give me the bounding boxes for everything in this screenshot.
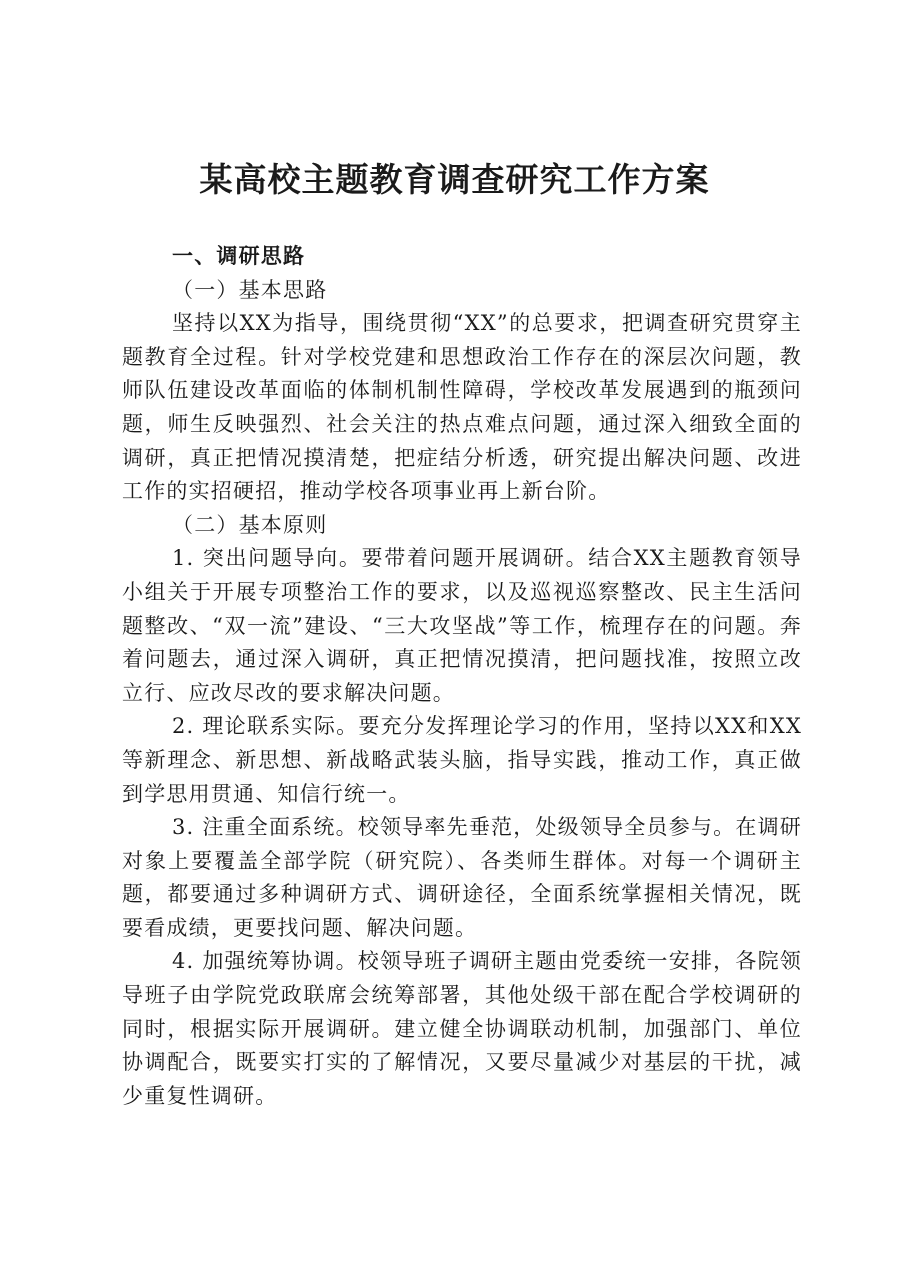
subsection-heading-basic-principles: （二）基本原则 [172, 512, 328, 537]
document-title: 某高校主题教育调查研究工作方案 [199, 160, 710, 199]
document-body [122, 240, 802, 1113]
section-heading-research-approach: 一、调研思路 [172, 244, 306, 268]
principle-problem-oriented: 1. 突出问题导向。要带着问题开展调研。结合XX主题教育领导小组关于开展专项整治工作的要求，以及巡视巡察整改、民主生活问题整改、“双一流”建设、“三大攻坚战”等工作，梳理存在的问题。奔着问题去，通过深入调研，真正把情况摸清，把问题找准，按照立改立行、应改尽改的要求解决问题。 [122, 546, 802, 705]
principle-comprehensive-systematic: 3. 注重全面系统。校领导率先垂范，处级领导全员参与。在调研对象上要覆盖全部学院（研究院）、各类师生群体。对每一个调研主题，都要通过多种调研方式、调研途径，全面系统掌握相关情况，既要看成绩，更要找问题、解决问题。 [122, 815, 802, 940]
principle-theory-practice: 2. 理论联系实际。要充分发挥理论学习的作用，坚持以XX和XX等新理念、新思想、新战略武装头脑，指导实践，推动工作，真正做到学思用贯通、知信行统一。 [122, 714, 802, 806]
principle-coordination: 4. 加强统筹协调。校领导班子调研主题由党委统一安排，各院领导班子由学院党政联席会统筹部署，其他处级干部在配合学校调研的同时，根据实际开展调研。建立健全协调联动机制，加强部门、单位协调配合，既要实打实的了解情况，又要尽量减少对基层的干扰，减少重复性调研。 [122, 949, 802, 1108]
paragraph-basic-idea: 坚持以XX为指导，围绕贯彻“XX”的总要求，把调查研究贯穿主题教育全过程。针对学校党建和思想政治工作存在的深层次问题，教师队伍建设改革面临的体制机制性障碍，学校改革发展遇到的瓶颈问题，师生反映强烈、社会关注的热点难点问题，通过深入细致全面的调研，真正把情况摸清楚，把症结分析透，研究提出解决问题、改进工作的实招硬招，推动学校各项事业再上新台阶。 [122, 311, 802, 504]
subsection-heading-basic-idea: （一）基本思路 [172, 277, 328, 302]
